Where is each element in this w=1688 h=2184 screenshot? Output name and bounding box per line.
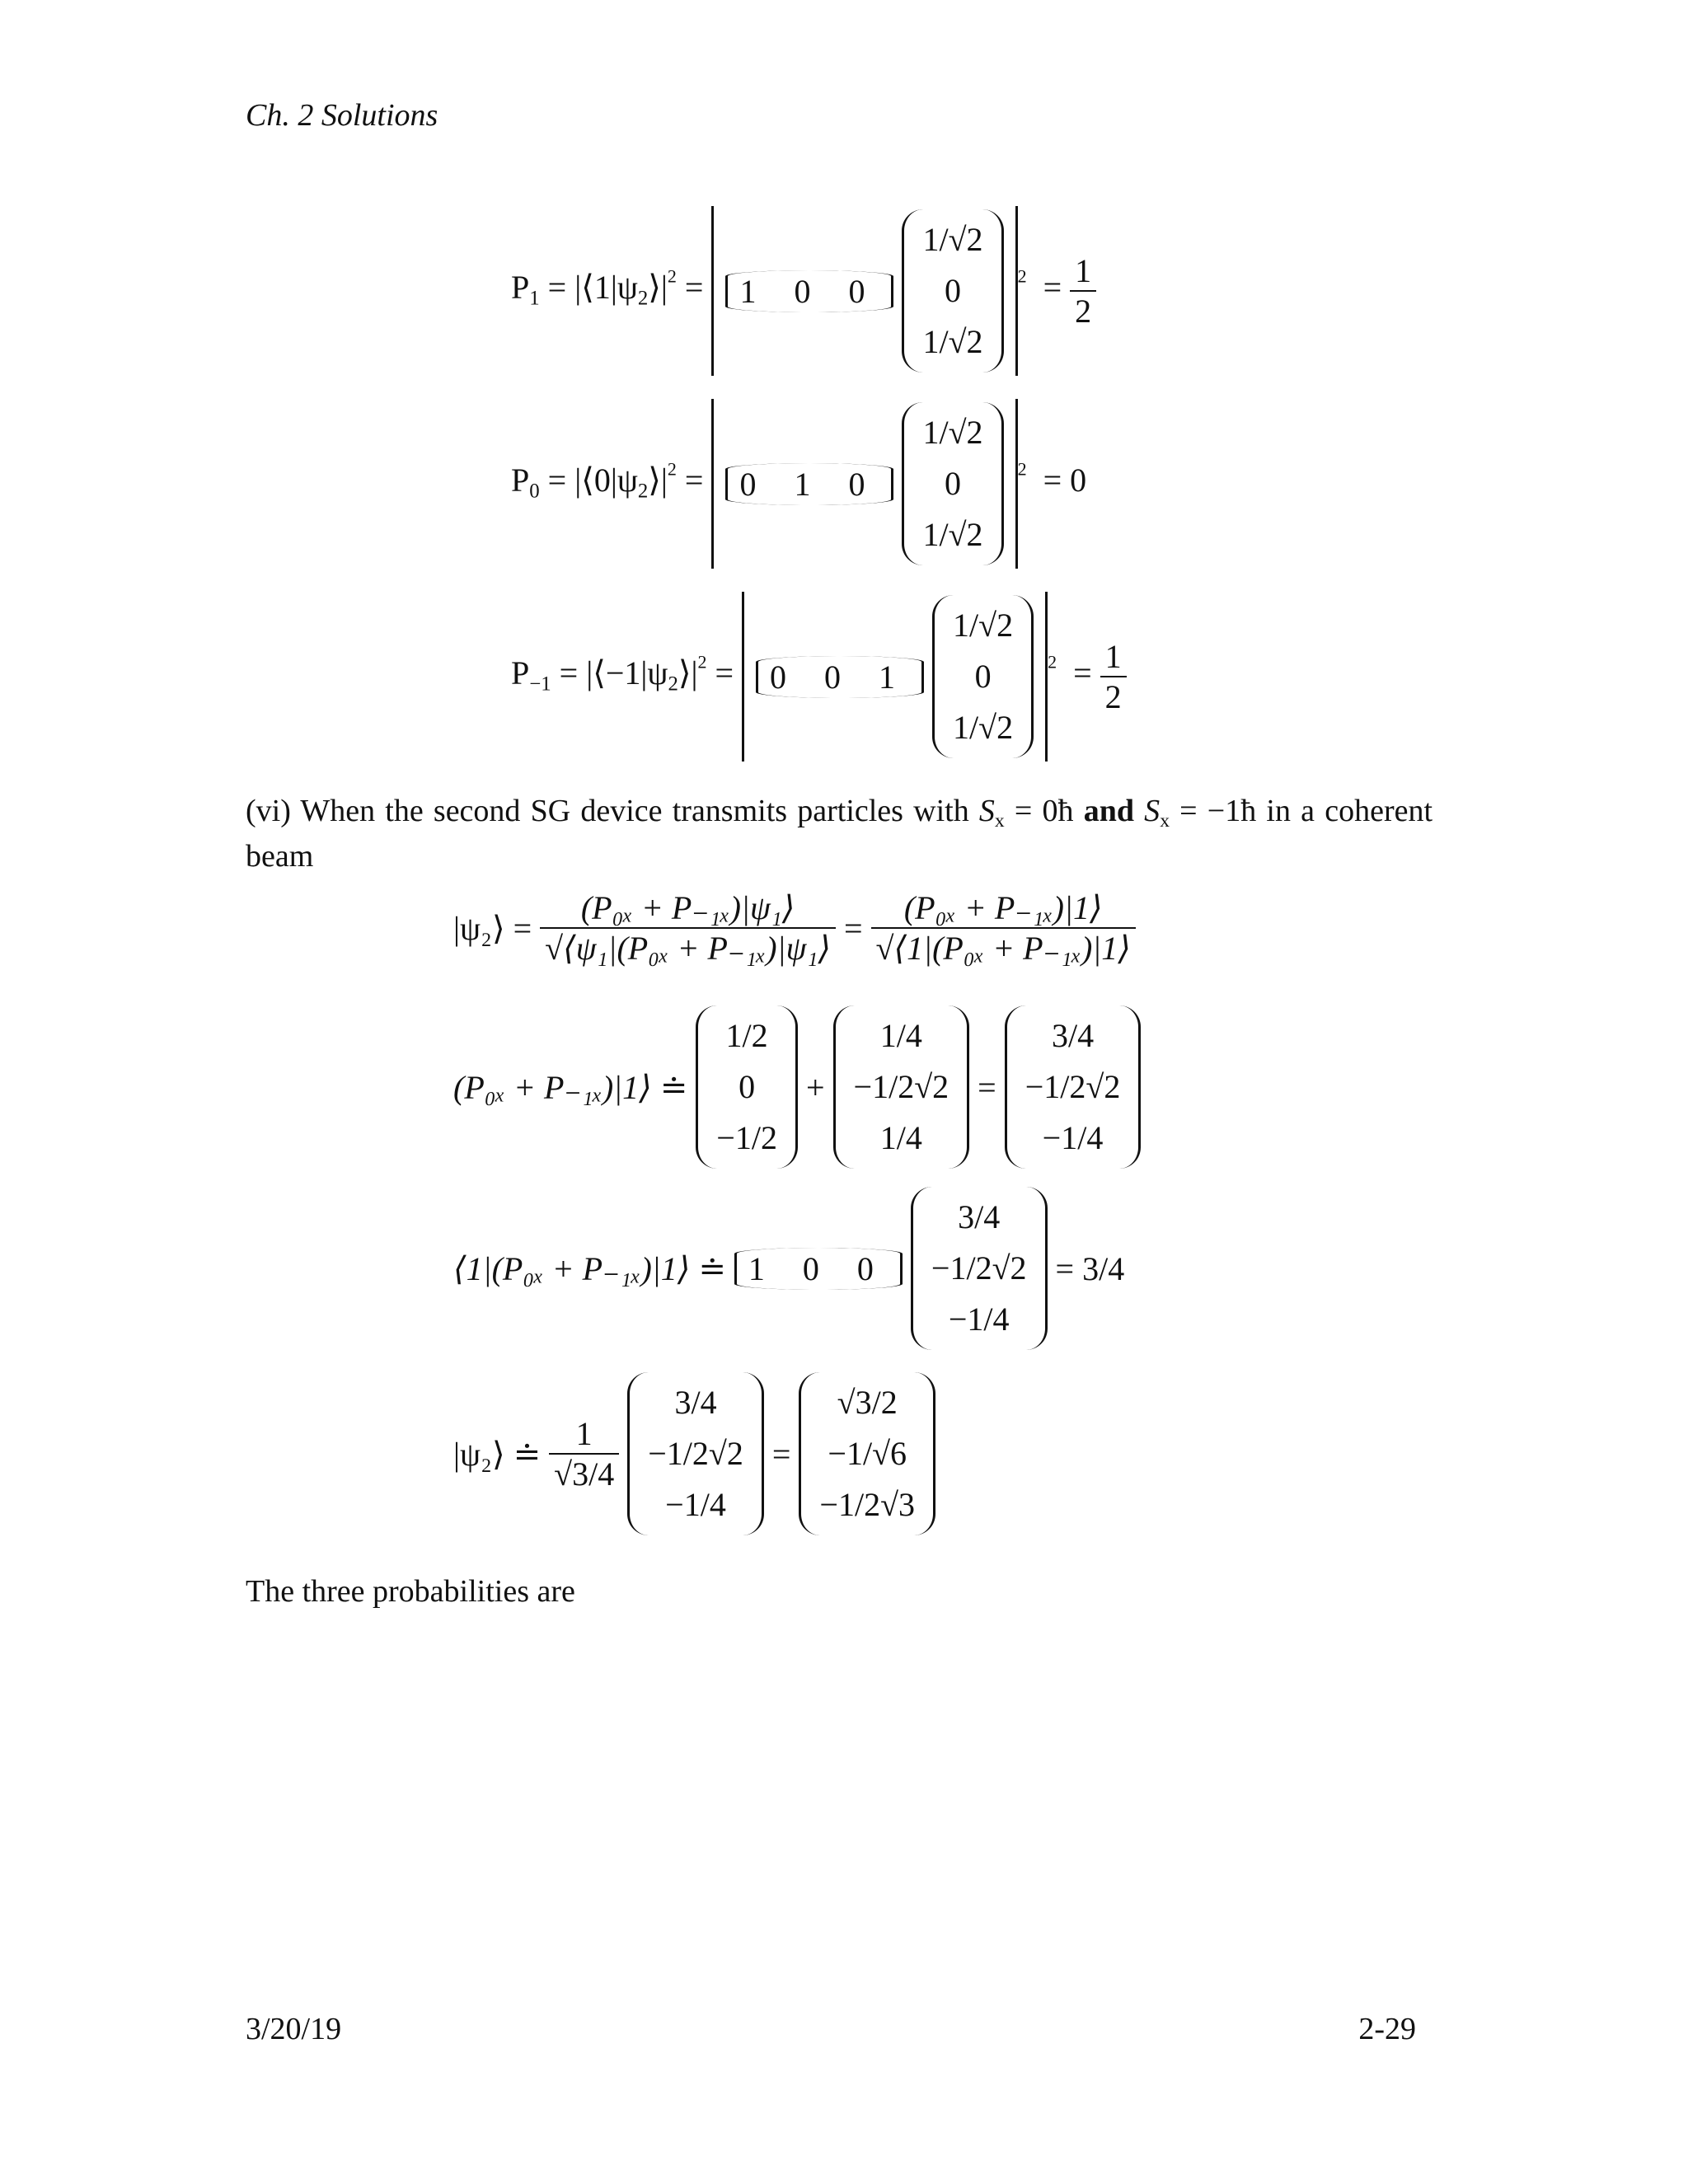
vec-entry: √3/2 [837, 1384, 898, 1421]
column-vector [902, 402, 1003, 565]
vector-3 [1005, 1005, 1142, 1169]
vec-entry: 1/√2 [922, 323, 983, 360]
row-vector: 1 0 0 [725, 270, 893, 312]
vector-2 [799, 1372, 935, 1535]
prob-subscript: 1 [529, 287, 540, 310]
vec-entry: 0 [945, 272, 962, 309]
vector-1 [627, 1372, 764, 1535]
text-run: = −1ħ [1169, 794, 1257, 828]
lhs: |ψ₂⟩ = [453, 909, 532, 947]
numerator: (P₀ₓ + P₋₁ₓ)|1⟩ [871, 888, 1136, 929]
text-run: (vi) When the second SG device transmits particles with [246, 794, 979, 828]
denominator: 2 [1075, 293, 1092, 330]
numerator: 1 [1100, 637, 1127, 677]
vec-entry: 0 [974, 658, 992, 695]
numerator: 1 [1070, 251, 1096, 292]
vec-entry: 3/4 [674, 1384, 717, 1421]
equation-pm1: $P_{-1}$ = $|⟨-1|\psi_2⟩|^2 = 0$ 0 1 1/√2 0 1/√2 $^2$ = $\frac{1}{2}$ [511, 592, 1127, 762]
prob-symbol: P [511, 654, 530, 692]
vec-entry: −1/2√2 [853, 1068, 950, 1105]
denominator: 2 [1104, 678, 1122, 715]
denominator: √⟨ψ₁|(P₀ₓ + P₋₁ₓ)|ψ₁⟩ [545, 930, 831, 967]
prob-symbol: P [511, 269, 530, 307]
vector-1 [696, 1005, 798, 1169]
vec-entry: −1/2 [716, 1119, 777, 1156]
vec-entry: −1/√6 [828, 1435, 907, 1472]
vec-entry: 1/√2 [922, 516, 983, 553]
prob-symbol: P [511, 462, 530, 499]
bra-ket: ⟨1|ψ [581, 269, 638, 307]
equation-p1: $P_1$ = $|⟨1|\psi_2⟩|^2 = 1$ 0 0 1/√2 0 1/√2 $^2$ = $\frac{1}{2}$ [511, 206, 1096, 376]
vec-entry: −1/4 [665, 1486, 726, 1523]
subscript-x: x [1160, 810, 1170, 832]
page-header: Ch. 2 Solutions [246, 98, 438, 133]
abs-bars [742, 592, 1048, 762]
part-vi-text [246, 790, 1432, 879]
prob-subscript: 0 [529, 480, 540, 503]
vector-2 [833, 1005, 970, 1169]
numerator: 1 [549, 1414, 619, 1455]
coefficient [549, 1414, 619, 1493]
lhs: (P₀ₓ + P₋₁ₓ)|1⟩ ≐ [453, 1068, 688, 1106]
bra-ket: ⟨−1|ψ [593, 654, 668, 692]
denominator: √3/4 [554, 1455, 615, 1493]
column-vector [932, 595, 1034, 758]
result-value: = 0 [1043, 462, 1087, 499]
subscript-x: x [994, 810, 1005, 832]
equation-inner-product [453, 1187, 1124, 1350]
column-vector [911, 1187, 1048, 1350]
lhs: ⟨1|(P₀ₓ + P₋₁ₓ)|1⟩ ≐ [453, 1249, 726, 1287]
text-run: = 0ħ [1004, 794, 1084, 828]
fraction-1 [540, 888, 836, 968]
abs-bars [711, 399, 1017, 569]
vec-entry: 0 [945, 465, 962, 502]
vec-entry: −1/2√2 [1025, 1068, 1121, 1105]
row-vector: 1 0 0 [734, 1248, 903, 1290]
vec-entry: 1/√2 [953, 607, 1014, 644]
vec-entry: −1/2√2 [648, 1435, 743, 1472]
vec-entry: 3/4 [958, 1198, 1001, 1235]
symbol-s: S [978, 794, 995, 828]
abs-bars [711, 206, 1017, 376]
column-vector [902, 209, 1003, 373]
vec-entry: −1/4 [948, 1301, 1010, 1338]
vec-entry: 1/√2 [953, 709, 1014, 746]
bold-and: and [1083, 794, 1134, 828]
vec-entry: 1/4 [879, 1017, 922, 1054]
three-probabilities-text: The three probabilities are [246, 1574, 575, 1609]
fraction-2 [871, 888, 1136, 968]
vec-entry: −1/4 [1042, 1119, 1104, 1156]
equation-p0: $P_0$ = $|⟨0|\psi_2⟩|^2 = 0$ 1 0 1/√2 0 1/√2 $^2$ = 0 [511, 399, 1086, 569]
equation-projector-sum: (P₀ₓ + P₋₁ₓ)|1⟩ ≐ 1/2 0 −1/2 + 1/4 −1/2√2 1/4 = 3/4 −1/2√2 −1/4 [453, 1005, 1141, 1169]
result-value: = 3/4 [1055, 1249, 1125, 1287]
vec-entry: 0 [738, 1068, 756, 1105]
row-vector: 0 1 0 [725, 463, 893, 505]
footer-page-number: 2-29 [1358, 2012, 1416, 2046]
symbol-s: S [1133, 794, 1160, 828]
denominator: √⟨1|(P₀ₓ + P₋₁ₓ)|1⟩ [875, 930, 1131, 967]
vec-entry: 1/2 [725, 1017, 768, 1054]
bra-ket: ⟨0|ψ [581, 462, 638, 499]
prob-subscript: −1 [529, 673, 551, 696]
numerator: (P₀ₓ + P₋₁ₓ)|ψ₁⟩ [540, 888, 836, 929]
vec-entry: 1/√2 [922, 221, 983, 258]
vec-entry: −1/2√2 [931, 1249, 1027, 1286]
footer-date: 3/20/19 [246, 2012, 342, 2046]
equation-psi2-normalized: |ψ₂⟩ ≐ $\frac{1}{√3/4}$ 3/4 −1/2√2 −1/4 = √3/2 −1/√6 −1/2√3 [453, 1372, 935, 1535]
vec-entry: 3/4 [1051, 1017, 1095, 1054]
vec-entry: 1/4 [879, 1119, 922, 1156]
vec-entry: −1/2√3 [819, 1486, 916, 1523]
lhs: |ψ₂⟩ ≐ [453, 1435, 542, 1473]
text-run: in a coherent beam [246, 794, 1433, 874]
vec-entry: 1/√2 [922, 414, 983, 451]
result-fraction [1070, 251, 1096, 330]
row-vector: 0 0 1 [756, 656, 924, 698]
result-fraction [1100, 637, 1127, 716]
equation-psi2-projection: |ψ₂⟩ = $\frac{\text{(P₀ₓ + P₋₁ₓ)|ψ₁⟩}}{\text{√⟨ψ₁|(P₀ₓ + P₋₁ₓ)|ψ₁⟩}}$ = $\frac{\text{(P₀ₓ + P₋₁ₓ)|1⟩}}{\text{√⟨1|(P₀ₓ + P₋₁ₓ)|1⟩}}$ [453, 888, 1136, 968]
